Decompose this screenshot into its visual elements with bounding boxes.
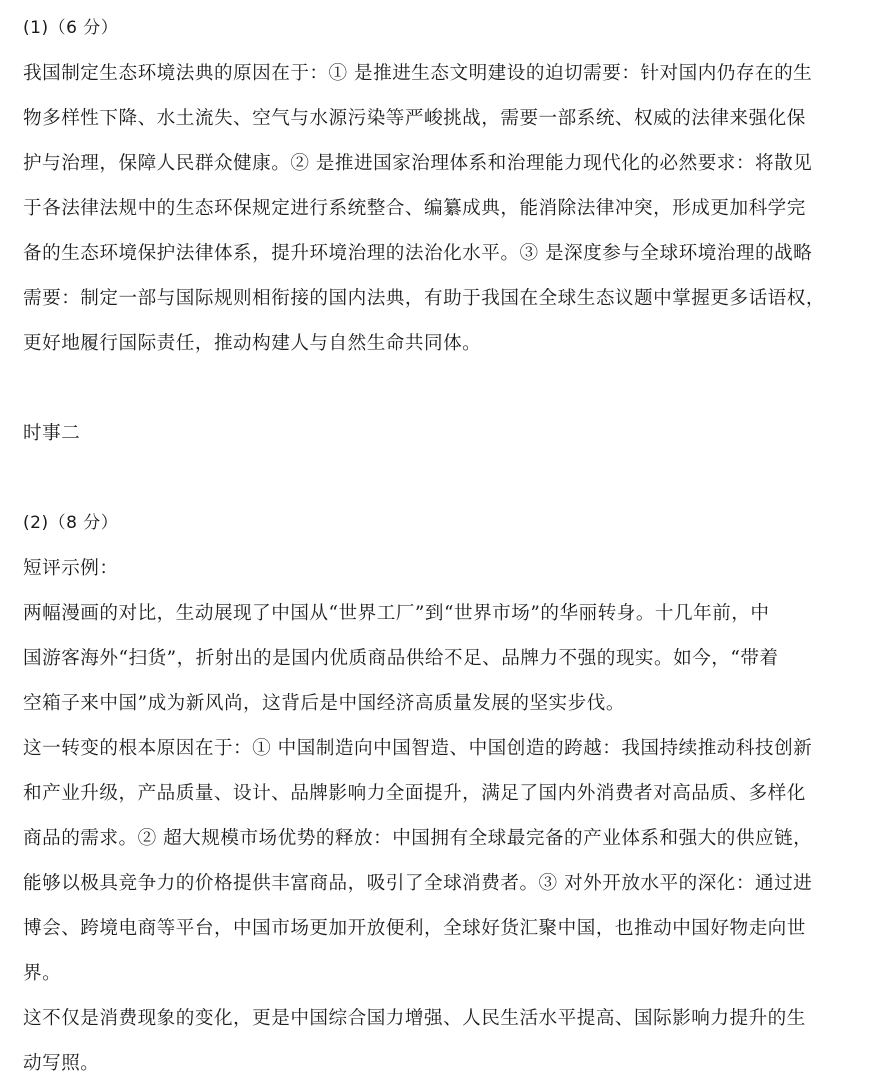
paragraph-line: 我国制定生态环境法典的原因在于：① 是推进生态文明建设的迫切需要：针对国内仍存在的生 (23, 63, 813, 84)
paragraph-line: 需要：制定一部与国际规则相衔接的国内法典，有助于我国在全球生态议题中掌握更多话语权， (23, 288, 825, 309)
paragraph-line: 这一转变的根本原因在于：① 中国制造向中国智造、中国创造的跨越：我国持续推动科技创新 (23, 738, 813, 759)
paragraph-line: 博会、跨境电商等平台，中国市场更加开放便利，全球好货汇聚中国，也推动中国好物走向世 (23, 918, 806, 939)
paragraph-line: 和产业升级，产品质量、设计、品牌影响力全面提升，满足了国内外消费者对高品质、多样化 (23, 783, 806, 804)
paragraph-line: 能够以极具竞争力的价格提供丰富商品，吸引了全球消费者。③ 对外开放水平的深化：通过进 (23, 873, 813, 894)
part1-paragraph (23, 51, 823, 366)
paragraph-line: 国游客海外“扫货”，折射出的是国内优质商品供给不足、品牌力不强的现实。如今，“带着 (23, 648, 779, 669)
paragraph-line: 动写照。 (23, 1053, 100, 1074)
paragraph-line: 物多样性下降、水土流失、空气与水源污染等严峻挑战，需要一部系统、权威的法律来强化保 (23, 108, 806, 129)
blank-line (23, 366, 823, 411)
section-title: 时事二 (23, 423, 81, 444)
paragraph-line: 商品的需求。② 超大规模市场优势的释放：中国拥有全球最完备的产业体系和强大的供应链， (23, 828, 813, 849)
paragraph-line: 更好地履行国际责任，推动构建人与自然生命共同体。 (23, 333, 482, 354)
part2-paragraph-3 (23, 996, 823, 1086)
part2-paragraph-1 (23, 591, 823, 726)
paragraph-line: 备的生态环境保护法律体系，提升环境治理的法治化水平。③ 是深度参与全球环境治理的战略 (23, 243, 813, 264)
part1-heading: (1)（6 分） (23, 18, 119, 38)
part2-paragraph-2 (23, 726, 823, 996)
paragraph-line: 两幅漫画的对比，生动展现了中国从“世界工厂”到“世界市场”的华丽转身。十几年前，中 (23, 603, 770, 624)
paragraph-line: 于各法律法规中的生态环保规定进行系统整合、编纂成典，能消除法律冲突，形成更加科学完 (23, 198, 806, 219)
paragraph-line: 这不仅是消费现象的变化，更是中国综合国力增强、人民生活水平提高、国际影响力提升的生 (23, 1008, 806, 1029)
blank-line (23, 456, 823, 501)
document-page (23, 6, 823, 1086)
paragraph-line: 空箱子来中国”成为新风尚，这背后是中国经济高质量发展的坚实步伐。 (23, 693, 625, 714)
part2-intro: 短评示例： (23, 558, 119, 579)
paragraph-line: 界。 (23, 963, 62, 984)
paragraph-line: 护与治理，保障人民群众健康。② 是推进国家治理体系和治理能力现代化的必然要求：将散见 (23, 153, 813, 174)
part2-heading: (2)（8 分） (23, 513, 119, 533)
